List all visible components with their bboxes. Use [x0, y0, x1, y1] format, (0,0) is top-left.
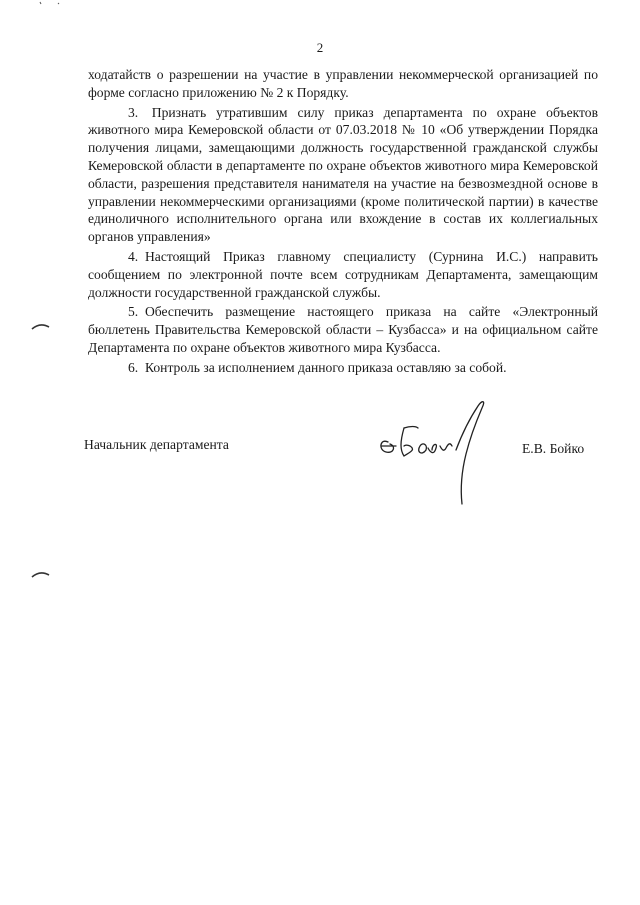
- paragraph-item-3: 3. Признать утратившим силу приказ департамента по охране объектов животного мира Кемеровской области от 07.03.2018 № 10 «Об утверждении Порядка получения лицами, замещающими должность государственной гражданской службы Кемеровской области в департаменте по охране объектов животного мира Кемеровской области, разрешения представителя нанимателя на участие на безвозмездной основе в управлении некоммерческими организациями (кроме политической партии) в качестве единоличного исполнительного органа или вхождение в состав их коллегиальных органов управления»: [88, 104, 598, 245]
- hole-punch-mark: [30, 568, 52, 580]
- document-body: [88, 66, 598, 377]
- handwritten-signature: [370, 394, 500, 524]
- signatory-name: Е.В. Бойко: [522, 441, 585, 456]
- hole-punch-mark: [30, 320, 52, 332]
- scan-mark: [36, 0, 76, 14]
- paragraph-item-5: 5. Обеспечить размещение настоящего приказа на сайте «Электронный бюллетень Правительства Кемеровской области – Кузбасса» и на официальном сайте Департамента по охране объектов животного мира Кузбасса.: [88, 304, 598, 355]
- paragraph-item-4: 4. Настоящий Приказ главному специалисту (Сурнина И.С.) направить сообщением по электронной почте всем сотрудникам Департамента, замещающим должности государственной гражданской службы.: [88, 248, 598, 300]
- paragraph-continuation: ходатайств о разрешении на участие в управлении некоммерческой организацией по форме согласно приложению № 2 к Порядку.: [88, 67, 598, 100]
- signatory-position: Начальник департамента: [84, 437, 229, 452]
- paragraph-item-6: 6. Контроль за исполнением данного приказа оставляю за собой.: [128, 359, 507, 375]
- page-number: 2: [316, 40, 324, 55]
